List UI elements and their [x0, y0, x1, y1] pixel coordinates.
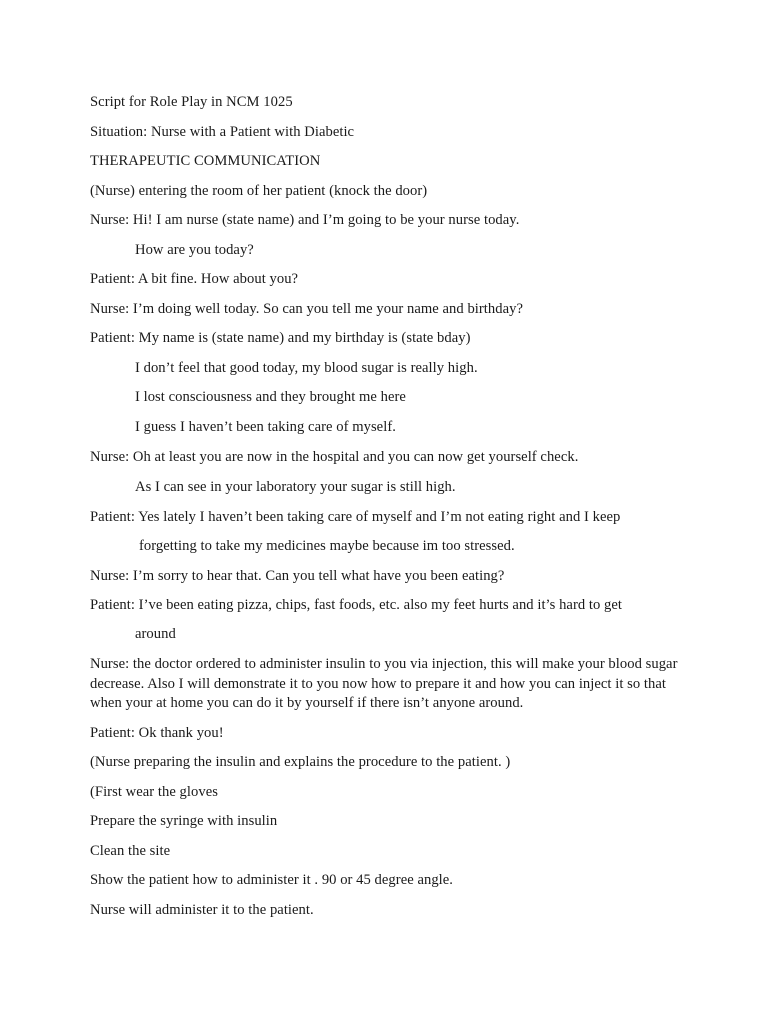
section-heading: THERAPEUTIC COMMUNICATION: [90, 153, 321, 169]
document-title: Script for Role Play in NCM 1025: [90, 94, 293, 110]
script-line: Nurse: Oh at least you are now in the hospital and you can now get yourself check.: [90, 449, 579, 465]
script-line: (First wear the gloves: [90, 784, 218, 800]
script-line: Patient: I’ve been eating pizza, chips, fast foods, etc. also my feet hurts and it’s hard to get: [90, 597, 623, 613]
script-line: forgetting to take my medicines maybe because im too stressed.: [139, 538, 515, 554]
script-line: How are you today?: [135, 242, 254, 258]
script-line: Nurse: I’m doing well today. So can you tell me your name and birthday?: [90, 301, 524, 317]
script-line: Nurse: I’m sorry to hear that. Can you tell what have you been eating?: [90, 568, 505, 584]
script-line: Nurse will administer it to the patient.: [90, 902, 314, 918]
script-line: I don’t feel that good today, my blood sugar is really high.: [135, 360, 478, 376]
script-line: Show the patient how to administer it . 90 or 45 degree angle.: [90, 872, 453, 888]
script-line: I guess I haven’t been taking care of myself.: [135, 419, 396, 435]
situation-line: Situation: Nurse with a Patient with Diabetic: [90, 124, 355, 140]
script-line: (Nurse) entering the room of her patient (knock the door): [90, 183, 428, 199]
script-line: Prepare the syringe with insulin: [90, 813, 278, 829]
script-line: Clean the site: [90, 843, 171, 859]
script-line: Nurse: Hi! I am nurse (state name) and I’m going to be your nurse today.: [90, 212, 520, 228]
script-line: Patient: Ok thank you!: [90, 725, 224, 741]
script-line: I lost consciousness and they brought me here: [135, 389, 406, 405]
script-line: Patient: A bit fine. How about you?: [90, 271, 299, 287]
script-paragraph: Nurse: the doctor ordered to administer insulin to you via injection, this will make your blood sugar decrease. Also I will demonstrate it to you now how to prepare it and how you can inject it so that when your at home you can do it by yourself if there isn’t anyone around.: [90, 656, 678, 711]
script-line: Patient: Yes lately I haven’t been taking care of myself and I’m not eating right and I keep: [90, 509, 621, 525]
script-line: Patient: My name is (state name) and my birthday is (state bday): [90, 330, 471, 346]
script-line: (Nurse preparing the insulin and explains the procedure to the patient. ): [90, 754, 511, 770]
script-line: As I can see in your laboratory your sugar is still high.: [135, 479, 456, 495]
script-line: around: [135, 626, 176, 642]
